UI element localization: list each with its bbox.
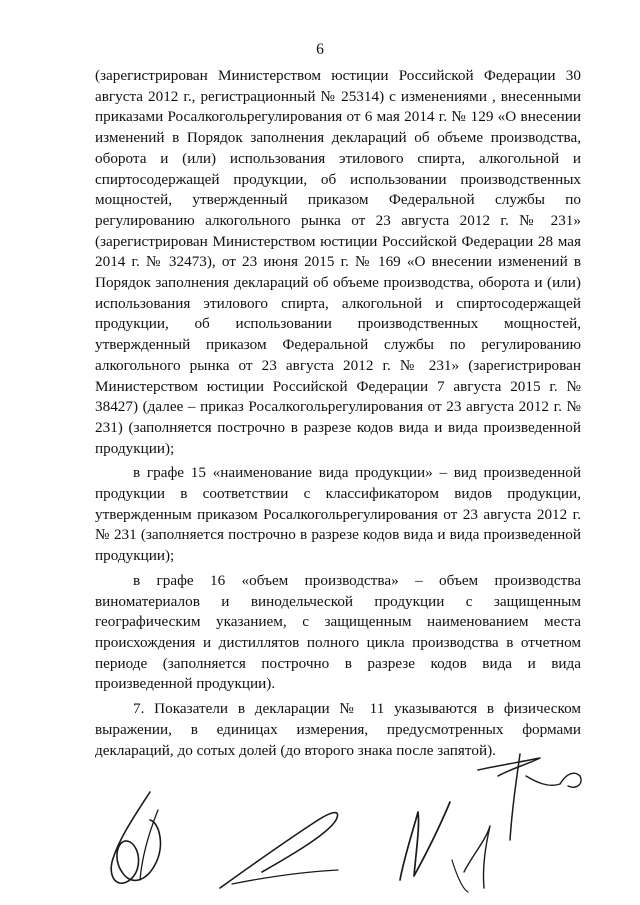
page-number: 6 — [316, 41, 324, 58]
signatures-area — [0, 730, 640, 905]
signatures-svg — [0, 730, 640, 905]
signature-4 — [478, 754, 581, 840]
paragraph-column-15: в графе 15 «наименование вида продукции» – вид произведенной продукции в соответствии с классификатором видов продукции, утвержденным приказом Росалкогольрегулирования от 23 августа 2012 г. № 231 (заполняется построчно в разрезе кодов вида и вида произведенной продукции); — [95, 464, 581, 565]
signature-2 — [220, 813, 338, 888]
paragraph-continuation: (зарегистрирован Министерством юстиции Российской Федерации 30 августа 2012 г., регистрационный № 25314) с изменениями , внесенными приказами Росалкогольрегулирования от 6 мая 2014 г. № 129 «О внесении изменений в Порядок заполнения деклараций об объеме производства, оборота и (или) использования этилового спирта, алкогольной и спиртосодержащей продукции, об использовании производственных мощностей, утвержденный приказом Федеральной службы по регулированию алкогольного рынка от 23 августа 2012 г. № 231» (зарегистрирован Министерством юстиции Российской Федерации 28 мая 2014 г. № 32473), от 23 июня 2015 г. № 169 «О внесении изменений в Порядок заполнения деклараций об объеме производства, оборота и (или) использования этилового спирта, алкогольной и спиртосодержащей продукции, об использовании производственных мощностей, утвержденный приказом Федеральной службы по регулированию алкогольного рынка от 23 августа 2012 г. № 231» (зарегистрирован Министерством юстиции Российской Федерации 7 августа 2015 г. № 38427) (далее – приказ Росалкогольрегулирования от 23 августа 2012 г. № 231) (заполняется построчно в разрезе кодов вида и вида произведенной продукции); — [95, 67, 581, 457]
paragraph-column-16: в графе 16 «объем производства» – объем производства виноматериалов и винодельческой продукции с защищенным географическим указанием, с защищенным наименованием места происхождения и дистиллятов полного цикла производства в отчетном периоде (заполняется построчно в разрезе кодов вида и вида произведенной продукции). — [95, 571, 581, 693]
signature-1 — [111, 792, 160, 883]
paragraph-item-7: 7. Показатели в декларации № 11 указываются в физическом выражении, в единицах измерения, предусмотренных формами деклараций, до сотых долей (до второго знака после запятой). — [95, 700, 581, 759]
signature-3 — [400, 802, 490, 892]
document-body — [95, 66, 581, 761]
